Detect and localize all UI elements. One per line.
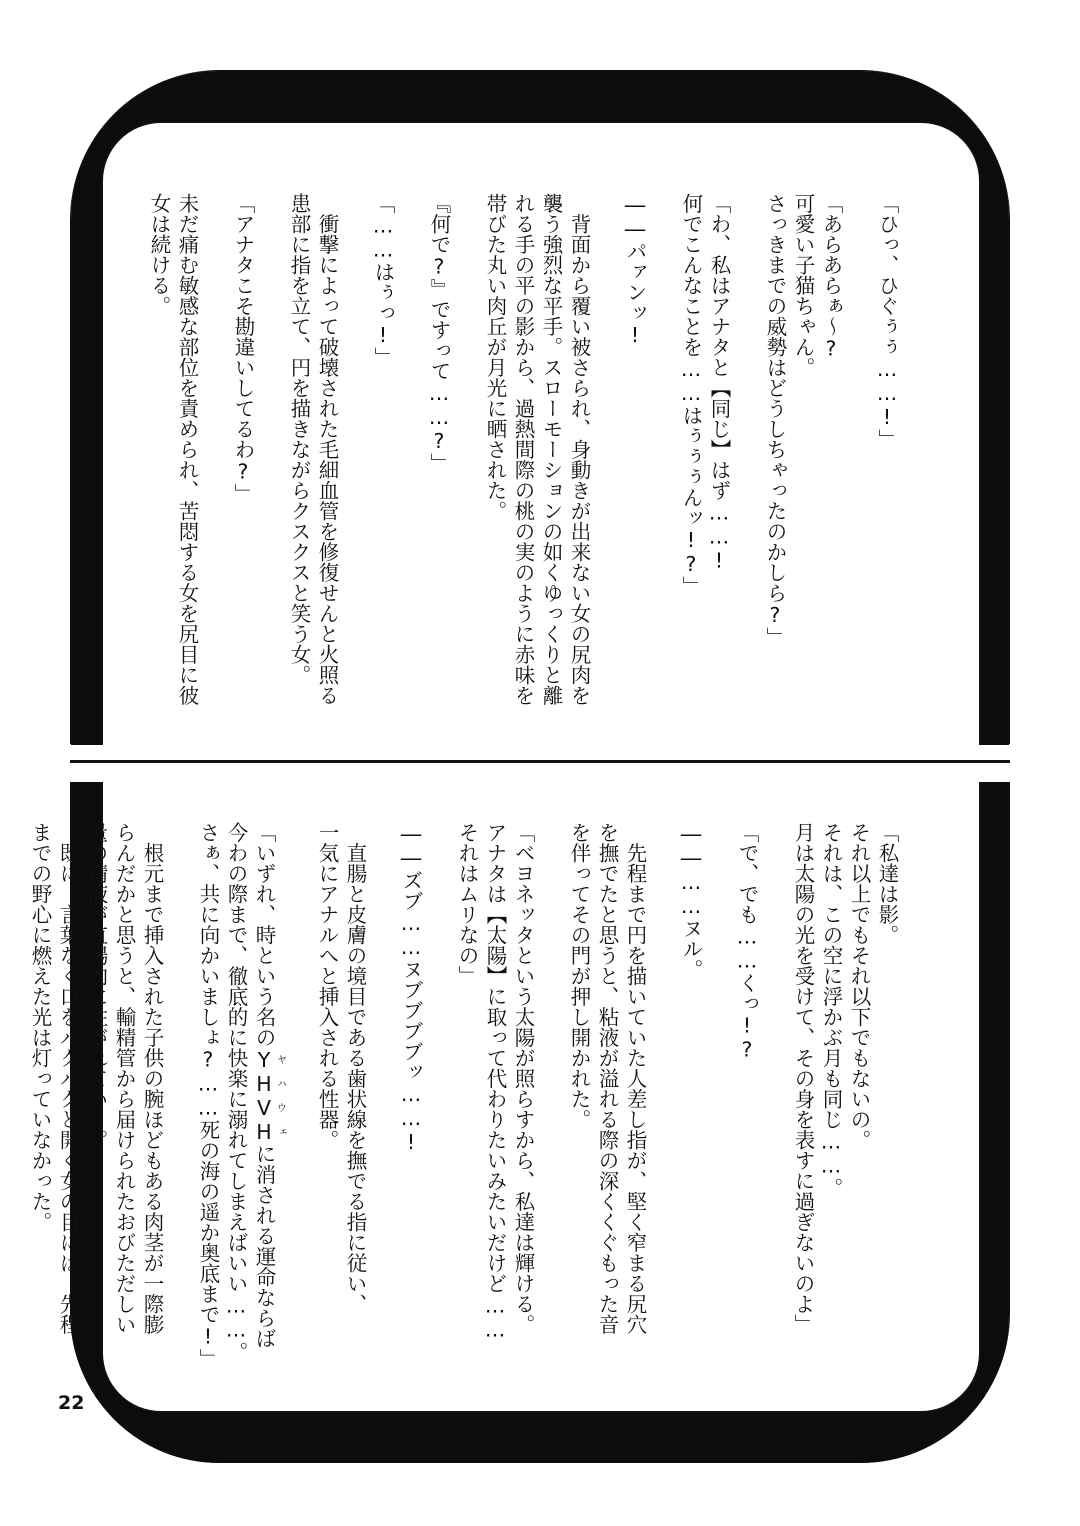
text-line [649, 822, 677, 1382]
text-line: 直腸と皮膚の境目である歯状線を撫でる指に従い、 [343, 822, 367, 1314]
text-line [341, 193, 369, 753]
top-text-panel [101, 121, 981, 745]
text-line: それはムリなの」 [455, 822, 479, 986]
top-panel-frame [70, 70, 1010, 744]
text-line: 患部に指を立て、円を描きながらクスクスと笑う女。 [287, 193, 311, 685]
ruby-annotation: YHVHヤハウェ [252, 1047, 286, 1144]
text-line: さぁ、共に向かいましょ?……死の海の遥か奥底まで!」 [196, 822, 220, 1369]
text-line: 「ベヨネッタという太陽が照らすから、私達は輝ける。 [511, 822, 535, 1335]
text-line: 「アナタこそ勘違いしてるわ?」 [231, 193, 255, 504]
text-line: アナタは【太陽】に取って代わりたいみたいだけど…… [483, 822, 507, 1342]
text-line [166, 822, 194, 1382]
text-line: までの野心に燃えた光は灯っていなかった。 [28, 822, 52, 1232]
text-line: 月は太陽の光を受けて、その身を表すに過ぎないのよ」 [791, 822, 815, 1335]
text-line: 今わの際まで、徹底的に快楽に溺れてしまえばいい……。 [224, 822, 248, 1362]
text-line: 根元まで挿入された子供の腕ほどもある肉茎が一際膨 [140, 822, 164, 1335]
ruby-reading: ヤハウェ [274, 1047, 286, 1144]
text-line [705, 822, 733, 1382]
text-line: 衝撃によって破壊された毛細血管を修復せんと火照る [315, 193, 339, 706]
text-line: を伴ってその門が押し開かれた。 [567, 822, 591, 1130]
text-line: 「ひっ、ひぐぅぅ……!」 [875, 193, 899, 450]
bottom-text-block [28, 822, 901, 1382]
text-line: 「私達は影。 [875, 822, 899, 945]
text-line: 未だ痛む敏感な部位を責められ、苦悶する女を尻目に彼 [175, 193, 199, 706]
text-line: 量の精液が直腸内に注がれていく。 [84, 822, 108, 1150]
page-number: 22 [58, 1392, 85, 1414]
text-line [453, 193, 481, 753]
text-line: 何でこんなことを……はぅぅぅんッ!?」 [679, 193, 703, 597]
text-line: 「あらあらぁ〜? [819, 193, 843, 361]
text-line: 背面から覆い被さられ、身動きが出来ない女の尻肉を [567, 193, 591, 706]
text-line [761, 822, 789, 1382]
text-line [201, 193, 229, 753]
text-line: 既に、言葉なく口をパクパクと開く女の目には、先程 [56, 822, 80, 1335]
text-line [845, 193, 873, 753]
text-line: さっきまでの威勢はどうしちゃったのかしら?」 [763, 193, 787, 648]
text-line: それは、この空に浮かぶ月も同じ……。 [819, 822, 843, 1198]
text-line: 「……はぅっ!」 [371, 193, 395, 368]
text-line [649, 193, 677, 753]
text-line: ――パァンッ! [623, 193, 647, 347]
text-line: 「いずれ、時という名のYHVHヤハウェに消される運命ならば [252, 822, 286, 1349]
text-line: 一気にアナルへと挿入される性器。 [315, 822, 339, 1150]
text-line [257, 193, 285, 753]
text-line: を撫でたと思うと、粘液が溢れる際の深くくぐもった音 [595, 822, 619, 1335]
top-text-block [147, 193, 901, 753]
bottom-panel-frame [28, 782, 1010, 1463]
text-line: れる手の平の影から、過熱間際の桃の実のように赤味を [511, 193, 535, 706]
text-line: 「わ、私はアナタと【同じ】はず……! [707, 193, 731, 573]
text-line: 襲う強烈な平手。スローモーションの如くゆっくりと離 [539, 193, 563, 706]
text-line [369, 822, 397, 1382]
text-line: 帯びた丸い肉丘が月光に晒された。 [483, 193, 507, 521]
text-line [537, 822, 565, 1382]
text-line: 「で、でも……くっ!? [735, 822, 759, 1062]
text-line [397, 193, 425, 753]
text-line: 女は続ける。 [147, 193, 171, 316]
text-line: それ以上でもそれ以下でもないの。 [847, 822, 871, 1150]
text-line: ――……ヌル。 [679, 822, 703, 980]
text-line [425, 822, 453, 1382]
text-line: 『何で?』ですって……?」 [427, 193, 451, 474]
panel-divider [70, 760, 1010, 763]
text-line: 先程まで円を描いていた人差し指が、堅く窄まる尻穴 [623, 822, 647, 1335]
text-line: 可愛い子猫ちゃん。 [791, 193, 815, 378]
text-line: らんだかと思うと、輸精管から届けられたおびただしい [112, 822, 136, 1335]
text-line: ――ズブ……ヌブブブブッ……! [399, 822, 423, 1154]
text-line [593, 193, 621, 753]
text-line [733, 193, 761, 753]
text-line [285, 822, 313, 1382]
